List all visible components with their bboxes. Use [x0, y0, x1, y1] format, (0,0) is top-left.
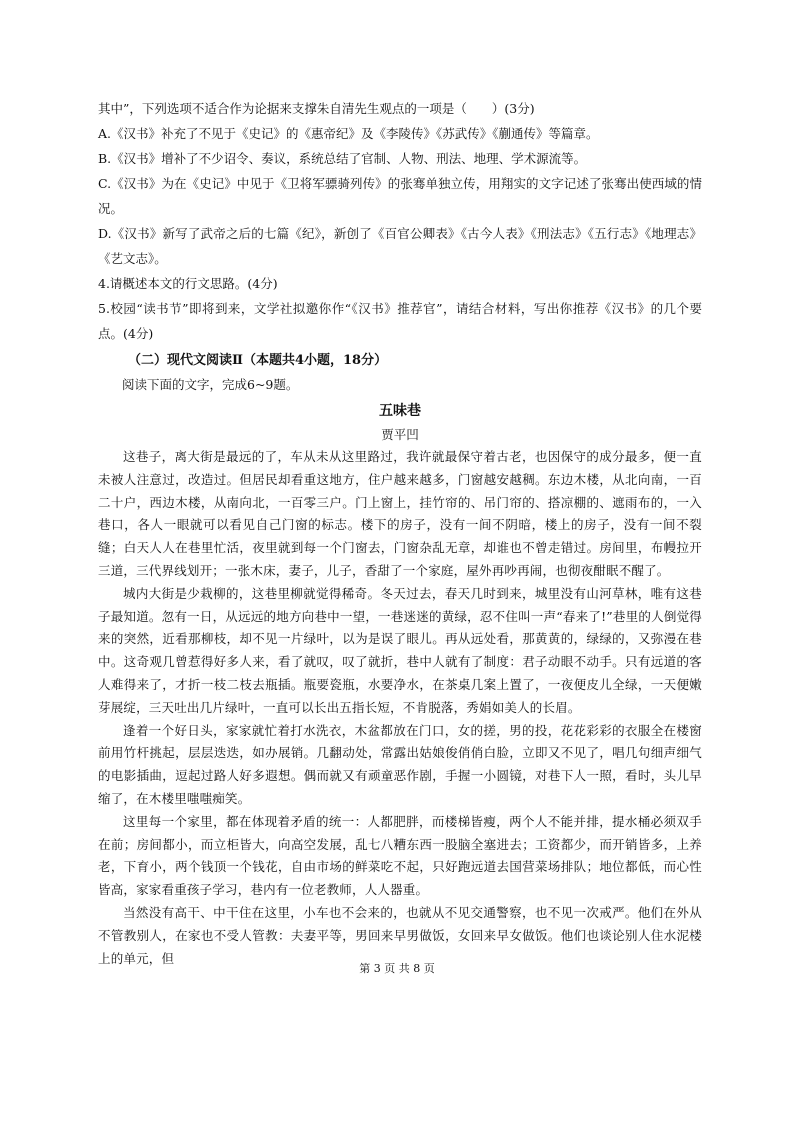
page-content [98, 96, 702, 970]
article-paragraph: 逢着一个好日头，家家就忙着打水洗衣，木盆都放在门口，女的搓，男的投，花花彩彩的衣服全在楼窗前用竹杆挑起，层层迭迭，如办展销。几翻动处，常露出姑娘俊俏俏白脸，立即又不见了，唱几句细声细气的电影插曲，逗起过路人好多遐想。偶而就又有顽童恶作剧，手握一小圆镜，对巷下人一照，看时，头儿早缩了，在木楼里嗤嗤痴笑。 [98, 722, 702, 806]
option-d: D.《汉书》新写了武帝之后的七篇《纪》，新创了《百官公卿表》《古今人表》《刑法志》《五行志》《地理志》《艺文志》。 [98, 226, 702, 266]
option-b: B.《汉书》增补了不少诏令、奏议，系统总结了官制、人物、刑法、地理、学术源流等。 [98, 151, 587, 166]
article-title: 五味巷 [379, 403, 421, 419]
option-c: C.《汉书》为在《史记》中见于《卫将军骠骑列传》的张骞单独立传，用翔实的文字记述了张骞出使西域的情况。 [98, 176, 702, 216]
section-instruction: 阅读下面的文字，完成6~9题。 [122, 377, 299, 392]
article-author: 贾平凹 [381, 427, 419, 442]
article-paragraph: 这里每一个家里，都在体现着矛盾的统一：人都肥胖，而楼梯皆瘦，两个人不能并排，提水桶必须双手在前；房间都小，而立柜皆大，向高空发展，乱七八糟东西一股脑全塞进去；工资都少，而开销皆多，上养老，下育小，两个钱顶一个钱花，自由市场的鲜菜吃不起，只好跑远道去国营菜场排队；地位都低，而心性皆高，家家看重孩子学习，巷内有一位老教师，人人器重。 [98, 813, 702, 898]
article-paragraph: 这巷子，离大街是最远的了，车从未从这里路过，我许就最保守着古老，也因保守的成分最多，便一直未被人注意过，改造过。但居民却看重这地方，住户越来越多，门窗越安越稠。东边木楼，从北向南，一百二十户，西边木楼，从南向北，一百零三户。门上窗上，挂竹帘的、吊门帘的、搭凉棚的、遮雨布的，一入巷口，各人一眼就可以看见自己门窗的标志。楼下的房子，没有一间不阴暗，楼上的房子，没有一间不裂缝；白天人人在巷里忙活，夜里就到每一个门窗去，门窗杂乱无章，却谁也不曾走错过。房间里，布幔拉开三道，三代界线划开；一张木床，妻子，儿子，香甜了一个家庭，屋外再吵再闹，也彻夜酣眠不醒了。 [98, 449, 702, 578]
article-paragraph: 城内大街是少栽柳的，这巷里柳就觉得稀奇。冬天过去，春天几时到来，城里没有山河草林，唯有这巷子最知道。忽有一日，从远远的地方向巷中一望，一巷迷迷的黄绿，忍不住叫一声“春来了!”巷里的人倒觉得来的突然，近看那柳枝，却不见一片绿叶，以为是误了眼儿。再从远处看，那黄黄的，绿绿的，又弥漫在巷中。这奇观几曾惹得好多人来，看了就叹，叹了就折，巷中人就有了制度：君子动眼不动手。只有远道的客人难得来了，才折一枝二枝去瓶插。瓶要瓷瓶，水要净水，在茶桌几案上置了，一夜便皮儿全绿，一天便嫩芽展绽，三天吐出几片绿叶，一直可以长出五指长短，不肯脱落，秀娟如美人的长眉。 [98, 585, 702, 715]
article-paragraph: 当然没有高干、中干住在这里，小车也不会来的，也就从不见交通警察，也不见一次戒严。他们在外从不管教别人，在家也不受人管教：夫妻平等，男回来早男做饭，女回来早女做饭。他们也谈论别人住水泥楼上的单元，但 [98, 904, 702, 966]
question-3-tail: 其中”，下列选项不适合作为论据来支撑朱自清先生观点的一项是（ ）(3分) [98, 101, 535, 116]
section-heading: （二）现代文阅读Ⅱ（本题共4小题，18分） [128, 353, 388, 368]
question-5: 5.校园“读书节”即将到来，文学社拟邀你作“《汉书》推荐官”，请结合材料，写出你推荐《汉书》的几个要点。(4分) [98, 301, 702, 341]
page-footer: 第 3 页 共 8 页 [359, 962, 435, 975]
option-a: A.《汉书》补充了不见于《史记》的《惠帝纪》及《李陵传》《苏武传》《蒯通传》等篇章。 [98, 126, 599, 141]
question-4: 4.请概述本文的行文思路。(4分) [98, 276, 278, 291]
